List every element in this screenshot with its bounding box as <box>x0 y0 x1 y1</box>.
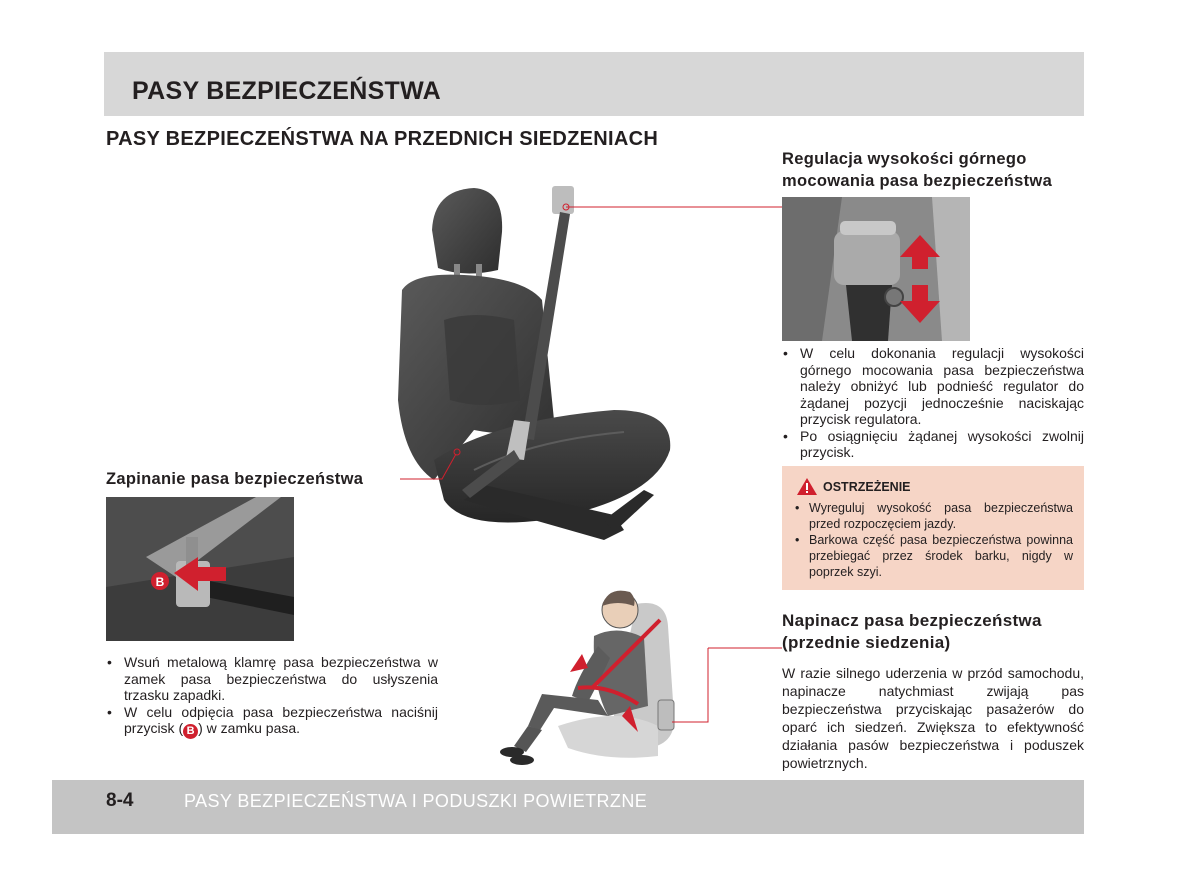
height-adjust-heading <box>782 148 1084 192</box>
page-number: 8-4 <box>106 790 134 811</box>
list-item <box>106 704 438 740</box>
list-item: • Po osiągnięciu żądanej wysokości zwolnij przycisk. <box>782 428 1084 461</box>
pretensioner-heading-line2: (przednie siedzenia) <box>782 633 951 652</box>
seat-illustration <box>374 160 688 580</box>
list-item-text: W celu odpięcia pasa bezpieczeństwa naciśnij przycisk ( <box>124 703 438 736</box>
section-title: PASY BEZPIECZEŃSTWA NA PRZEDNICH SIEDZENIACH <box>106 128 659 150</box>
list-item-tail: ) w zamku pasa. <box>198 720 301 736</box>
pretensioner-text: W razie silnego uderzenia w przód samochodu, napinacze natychmiast zwijają pas bezpieczeństwa przyciskając pasażerów do oparć ich siedzeń. Zwiększa to efektywność działania pasów bezpieczeństwa i poduszek powietrznych. <box>782 665 1084 771</box>
list-item: • Wyreguluj wysokość pasa bezpieczeństwa przed rozpoczęciem jazdy. <box>795 500 1073 532</box>
height-adjust-heading-line2: mocowania pasa bezpieczeństwa <box>782 172 1053 190</box>
pretensioner-heading <box>782 610 1084 654</box>
badge-b: B <box>183 724 198 739</box>
callout-line-retractor <box>670 646 710 726</box>
callout-line-buckle <box>398 448 464 484</box>
warning-title <box>797 478 911 495</box>
badge-b-label: B <box>155 575 165 589</box>
warning-triangle-icon <box>797 478 817 495</box>
height-adjust-bullets <box>782 345 1084 461</box>
warning-title-text: OSTRZEŻENIE <box>823 479 911 494</box>
list-item: • W celu dokonania regulacji wysokości górnego mocowania pasa bezpieczeństwa należy obniżyć lub podnieść regulator do żądanej pozycji jednocześnie naciskając przycisk regulatora. <box>782 345 1084 428</box>
callout-line-anchor <box>560 195 790 215</box>
warning-bullets <box>795 500 1073 580</box>
buckle-bullets <box>106 654 438 739</box>
buckle-photo <box>106 497 294 641</box>
page-title: PASY BEZPIECZEŃSTWA <box>132 77 441 105</box>
height-adjuster-photo <box>782 197 970 341</box>
list-item: • Wsuń metalową klamrę pasa bezpieczeństwa w zamek pasa bezpieczeństwa do usłyszenia trzasku zapadki. <box>106 654 438 704</box>
list-item: • Barkowa część pasa bezpieczeństwa powinna przebiegać przez środek barku, nigdy w poprzek szyi. <box>795 532 1073 580</box>
chapter-title: PASY BEZPIECZEŃSTWA I PODUSZKI POWIETRZNE <box>184 791 648 811</box>
buckle-heading: Zapinanie pasa bezpieczeństwa <box>106 470 364 488</box>
callout-line-retractor-top <box>706 646 786 652</box>
height-adjust-heading-line1: Regulacja wysokości górnego <box>782 150 1027 168</box>
pretensioner-heading-line1: Napinacz pasa bezpieczeństwa <box>782 611 1042 630</box>
